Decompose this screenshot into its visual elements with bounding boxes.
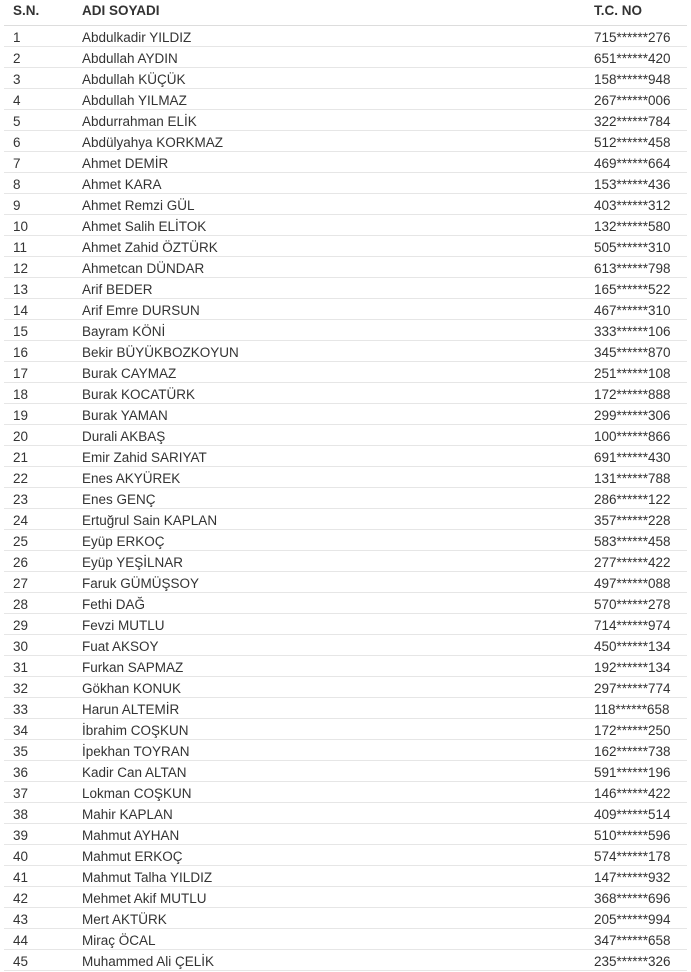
row-full-name: Faruk GÜMÜŞSOY <box>82 576 200 591</box>
row-full-name: Kadir Can ALTAN <box>82 765 187 780</box>
row-serial-number: 25 <box>13 534 29 549</box>
row-full-name: Mert AKTÜRK <box>82 912 167 927</box>
row-serial-number: 23 <box>13 492 29 507</box>
table-row <box>0 362 691 383</box>
table-row <box>0 614 691 635</box>
row-serial-number: 20 <box>13 429 29 444</box>
row-serial-number: 32 <box>13 681 29 696</box>
row-serial-number: 10 <box>13 219 29 234</box>
row-serial-number: 19 <box>13 408 29 423</box>
row-full-name: Arif Emre DURSUN <box>82 303 200 318</box>
row-serial-number: 41 <box>13 870 29 885</box>
row-serial-number: 40 <box>13 849 29 864</box>
table-row <box>0 194 691 215</box>
row-tc-number: 715******276 <box>594 30 671 45</box>
row-full-name: Fuat AKSOY <box>82 639 159 654</box>
row-tc-number: 583******458 <box>594 534 671 549</box>
row-tc-number: 100******866 <box>594 429 671 444</box>
row-full-name: Harun ALTEMİR <box>82 702 180 717</box>
table-row <box>0 320 691 341</box>
row-tc-number: 467******310 <box>594 303 671 318</box>
table-row <box>0 341 691 362</box>
table-row <box>0 278 691 299</box>
row-full-name: Enes GENÇ <box>82 492 156 507</box>
row-tc-number: 251******108 <box>594 366 671 381</box>
row-serial-number: 39 <box>13 828 29 843</box>
table-row <box>0 236 691 257</box>
row-tc-number: 345******870 <box>594 345 671 360</box>
row-serial-number: 12 <box>13 261 29 276</box>
row-serial-number: 2 <box>13 51 21 66</box>
row-tc-number: 497******088 <box>594 576 671 591</box>
row-full-name: Bekir BÜYÜKBOZKOYUN <box>82 345 239 360</box>
row-tc-number: 512******458 <box>594 135 671 150</box>
row-full-name: Ahmet Zahid ÖZTÜRK <box>82 240 218 255</box>
row-tc-number: 299******306 <box>594 408 671 423</box>
row-tc-number: 613******798 <box>594 261 671 276</box>
row-full-name: Mahir KAPLAN <box>82 807 173 822</box>
row-tc-number: 165******522 <box>594 282 671 297</box>
row-tc-number: 146******422 <box>594 786 671 801</box>
row-serial-number: 15 <box>13 324 29 339</box>
table-header-row <box>0 0 691 26</box>
row-tc-number: 147******932 <box>594 870 671 885</box>
table-row <box>0 425 691 446</box>
table-row <box>0 467 691 488</box>
row-serial-number: 26 <box>13 555 29 570</box>
row-full-name: İpekhan TOYRAN <box>82 744 190 759</box>
row-serial-number: 21 <box>13 450 29 465</box>
row-serial-number: 3 <box>13 72 21 87</box>
table-row <box>0 383 691 404</box>
row-full-name: Eyüp ERKOÇ <box>82 534 165 549</box>
row-tc-number: 286******122 <box>594 492 671 507</box>
row-full-name: Ahmetcan DÜNDAR <box>82 261 205 276</box>
row-serial-number: 44 <box>13 933 29 948</box>
row-tc-number: 205******994 <box>594 912 671 927</box>
row-serial-number: 1 <box>13 30 21 45</box>
row-tc-number: 403******312 <box>594 198 671 213</box>
row-full-name: Muhammed Ali ÇELİK <box>82 954 215 969</box>
row-tc-number: 357******228 <box>594 513 671 528</box>
row-serial-number: 36 <box>13 765 29 780</box>
table-row <box>0 530 691 551</box>
row-full-name: İbrahim COŞKUN <box>82 723 189 738</box>
row-full-name: Abdullah KÜÇÜK <box>82 72 186 87</box>
row-tc-number: 162******738 <box>594 744 671 759</box>
header-tc-number: T.C. NO <box>594 3 643 18</box>
row-full-name: Furkan SAPMAZ <box>82 660 184 675</box>
row-tc-number: 277******422 <box>594 555 671 570</box>
row-full-name: Ahmet Remzi GÜL <box>82 198 195 213</box>
table-row <box>0 215 691 236</box>
row-tc-number: 131******788 <box>594 471 671 486</box>
row-full-name: Gökhan KONUK <box>82 681 182 696</box>
row-tc-number: 570******278 <box>594 597 671 612</box>
row-full-name: Mehmet Akif MUTLU <box>82 891 207 906</box>
row-tc-number: 651******420 <box>594 51 671 66</box>
row-full-name: Fethi DAĞ <box>82 597 146 612</box>
row-tc-number: 132******580 <box>594 219 671 234</box>
row-full-name: Mahmut ERKOÇ <box>82 849 183 864</box>
row-full-name: Emir Zahid SARIYAT <box>82 450 207 465</box>
row-serial-number: 43 <box>13 912 29 927</box>
row-tc-number: 158******948 <box>594 72 671 87</box>
row-tc-number: 118******658 <box>594 702 670 717</box>
row-full-name: Mahmut AYHAN <box>82 828 180 843</box>
row-full-name: Ahmet KARA <box>82 177 162 192</box>
table-row <box>0 740 691 761</box>
row-tc-number: 409******514 <box>594 807 671 822</box>
row-serial-number: 28 <box>13 597 29 612</box>
table-row <box>0 509 691 530</box>
table-row <box>0 446 691 467</box>
row-tc-number: 172******250 <box>594 723 671 738</box>
table-row <box>0 803 691 824</box>
table-row <box>0 152 691 173</box>
row-serial-number: 16 <box>13 345 29 360</box>
row-full-name: Arif BEDER <box>82 282 153 297</box>
row-serial-number: 11 <box>13 240 28 255</box>
row-serial-number: 30 <box>13 639 29 654</box>
table-row <box>0 950 691 971</box>
table-row <box>0 89 691 110</box>
table-row <box>0 173 691 194</box>
row-full-name: Burak CAYMAZ <box>82 366 177 381</box>
row-serial-number: 35 <box>13 744 29 759</box>
header-serial-number: S.N. <box>13 3 40 18</box>
row-tc-number: 297******774 <box>594 681 671 696</box>
row-full-name: Abdülyahya KORKMAZ <box>82 135 224 150</box>
row-full-name: Lokman COŞKUN <box>82 786 192 801</box>
row-serial-number: 37 <box>13 786 29 801</box>
row-serial-number: 29 <box>13 618 29 633</box>
row-full-name: Abdullah YILMAZ <box>82 93 187 108</box>
table-row <box>0 887 691 908</box>
row-serial-number: 34 <box>13 723 29 738</box>
row-full-name: Burak YAMAN <box>82 408 168 423</box>
row-tc-number: 333******106 <box>594 324 671 339</box>
table-row <box>0 866 691 887</box>
row-serial-number: 33 <box>13 702 29 717</box>
row-serial-number: 8 <box>13 177 21 192</box>
row-tc-number: 192******134 <box>594 660 671 675</box>
row-serial-number: 31 <box>13 660 29 675</box>
table-row <box>0 656 691 677</box>
row-serial-number: 38 <box>13 807 29 822</box>
table-row <box>0 68 691 89</box>
row-serial-number: 24 <box>13 513 29 528</box>
row-serial-number: 4 <box>13 93 21 108</box>
row-tc-number: 714******974 <box>594 618 671 633</box>
row-serial-number: 42 <box>13 891 29 906</box>
row-full-name: Ahmet Salih ELİTOK <box>82 219 207 234</box>
row-full-name: Abdullah AYDIN <box>82 51 178 66</box>
table-row <box>0 488 691 509</box>
row-serial-number: 13 <box>13 282 29 297</box>
row-tc-number: 153******436 <box>594 177 671 192</box>
row-full-name: Abdurrahman ELİK <box>82 114 197 129</box>
row-serial-number: 17 <box>13 366 29 381</box>
row-full-name: Abdulkadir YILDIZ <box>82 30 192 45</box>
row-serial-number: 45 <box>13 954 29 969</box>
header-full-name: ADI SOYADI <box>82 3 160 18</box>
row-serial-number: 22 <box>13 471 29 486</box>
table-row <box>0 698 691 719</box>
row-full-name: Enes AKYÜREK <box>82 471 181 486</box>
row-full-name: Fevzi MUTLU <box>82 618 165 633</box>
row-serial-number: 18 <box>13 387 29 402</box>
table-row <box>0 677 691 698</box>
table-row <box>0 551 691 572</box>
table-row <box>0 131 691 152</box>
row-serial-number: 5 <box>13 114 21 129</box>
row-tc-number: 322******784 <box>594 114 671 129</box>
row-serial-number: 27 <box>13 576 29 591</box>
row-serial-number: 9 <box>13 198 21 213</box>
row-tc-number: 505******310 <box>594 240 671 255</box>
row-tc-number: 450******134 <box>594 639 671 654</box>
row-tc-number: 469******664 <box>594 156 671 171</box>
row-tc-number: 691******430 <box>594 450 671 465</box>
table-row <box>0 26 691 47</box>
table-row <box>0 404 691 425</box>
row-tc-number: 347******658 <box>594 933 671 948</box>
table-row <box>0 299 691 320</box>
table-row <box>0 845 691 866</box>
row-tc-number: 591******196 <box>594 765 671 780</box>
row-tc-number: 235******326 <box>594 954 671 969</box>
table-row <box>0 110 691 131</box>
table-row <box>0 761 691 782</box>
row-full-name: Mahmut Talha YILDIZ <box>82 870 213 885</box>
row-serial-number: 14 <box>13 303 29 318</box>
row-tc-number: 510******596 <box>594 828 671 843</box>
table-row <box>0 719 691 740</box>
row-serial-number: 6 <box>13 135 21 150</box>
row-tc-number: 267******006 <box>594 93 671 108</box>
row-full-name: Bayram KÖNİ <box>82 324 166 339</box>
row-serial-number: 7 <box>13 156 21 171</box>
row-tc-number: 368******696 <box>594 891 671 906</box>
table-row <box>0 47 691 68</box>
row-full-name: Miraç ÖCAL <box>82 933 156 948</box>
row-full-name: Burak KOCATÜRK <box>82 387 196 402</box>
row-tc-number: 172******888 <box>594 387 671 402</box>
table-row <box>0 929 691 950</box>
table-row <box>0 824 691 845</box>
row-tc-number: 574******178 <box>594 849 671 864</box>
row-full-name: Ertuğrul Sain KAPLAN <box>82 513 218 528</box>
table-row <box>0 782 691 803</box>
table-row <box>0 257 691 278</box>
row-full-name: Durali AKBAŞ <box>82 429 166 444</box>
table-body <box>0 26 691 971</box>
table-row <box>0 593 691 614</box>
row-full-name: Ahmet DEMİR <box>82 156 169 171</box>
row-full-name: Eyüp YEŞİLNAR <box>82 555 184 570</box>
table-row <box>0 908 691 929</box>
table-row <box>0 572 691 593</box>
table-row <box>0 635 691 656</box>
